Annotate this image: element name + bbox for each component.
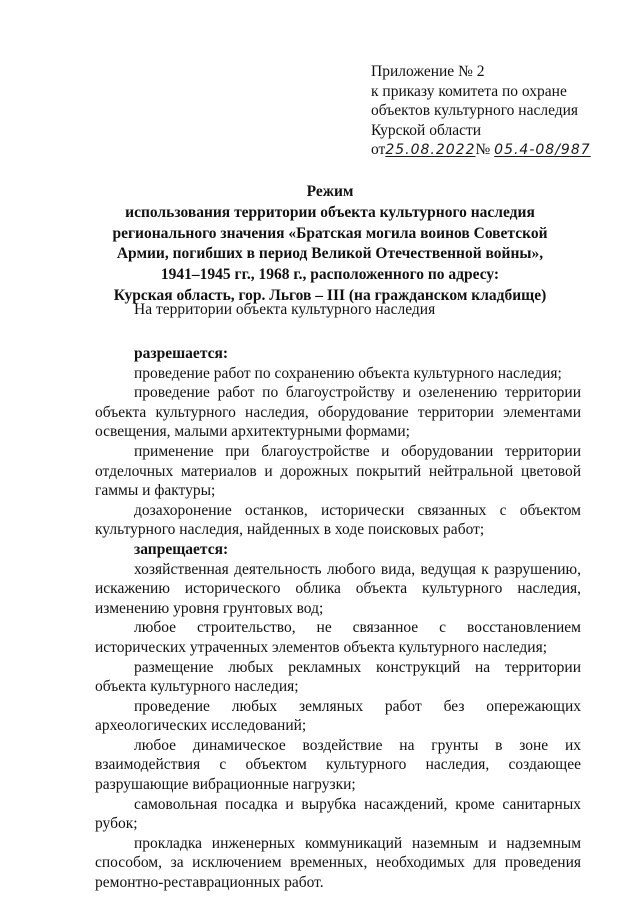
forbidden-item: любое динамическое воздействие на грунты в зоне их взаимодействия с объектом культурного наследия, создающее разрушающие вибрационные нагрузки; <box>95 736 581 794</box>
order-line <box>371 140 631 161</box>
order-prefix: от <box>371 141 386 158</box>
forbidden-item: любое строительство, не связанное с восстановлением исторических утраченных элементов объекта культурного наследия; <box>95 619 581 656</box>
allowed-item: проведение работ по сохранению объекта культурного наследия; <box>134 364 562 382</box>
document-title <box>95 182 565 307</box>
title-line: Армии, погибших в период Великой Отечественной войны», <box>116 245 544 263</box>
title-line: использования территории объекта культурного наследия <box>125 203 535 221</box>
forbidden-heading: запрещается: <box>134 540 229 558</box>
regime-body <box>95 344 581 893</box>
title-line: регионального значения «Братская могила воинов Советской <box>112 224 548 242</box>
forbidden-item: прокладка инженерных коммуникаций наземным и надземным способом, за исключением временных, необходимых для проведения ремонтно-реставрационных работ. <box>95 834 581 892</box>
order-date: 25.08.2022 <box>385 142 476 158</box>
order-number: 05.4-08/987 <box>494 142 591 158</box>
allowed-item: проведение работ по благоустройству и озеленению территории объекта культурного наследия, оборудование территории элементами освещения, малыми архитектурными формами; <box>95 384 581 441</box>
forbidden-item: размещение любых рекламных конструкций на территории объекта культурного наследия; <box>95 658 581 696</box>
title-line: Курская область, гор. Льгов – III (на гражданском кладбище) <box>113 286 547 304</box>
order-number-prefix: № <box>475 141 491 158</box>
appendix-title: Приложение № 2 <box>371 63 485 80</box>
allowed-item: применение при благоустройстве и оборудовании территории отделочных материалов и дорожных покрытий нейтральной цветовой гаммы и фактуры; <box>95 442 581 500</box>
appendix-order-reference: к приказу комитета по охране <box>371 82 567 100</box>
appendix-header <box>371 62 631 161</box>
intro-text: На территории объекта культурного наследия <box>134 301 436 318</box>
forbidden-item: проведение любых земляных работ без опережающих археологических исследований; <box>95 697 581 735</box>
allowed-item: дозахоронение останков, исторически связанных с объектом культурного наследия, найденных в ходе поисковых работ; <box>95 501 581 539</box>
appendix-committee: объектов культурного наследия <box>371 102 579 119</box>
allowed-heading: разрешается: <box>134 345 229 362</box>
title-line: 1941–1945 гг., 1968 г., расположенного по адресу: <box>160 266 500 284</box>
title-line: Режим <box>306 183 354 200</box>
forbidden-item: хозяйственная деятельность любого вида, ведущая к разрушению, искажению исторического облика объекта культурного наследия, изменению уровня грунтовых вод; <box>95 560 581 617</box>
forbidden-item: самовольная посадка и вырубка насаждений, кроме санитарных рубок; <box>95 795 581 833</box>
appendix-region: Курской области <box>371 121 482 139</box>
